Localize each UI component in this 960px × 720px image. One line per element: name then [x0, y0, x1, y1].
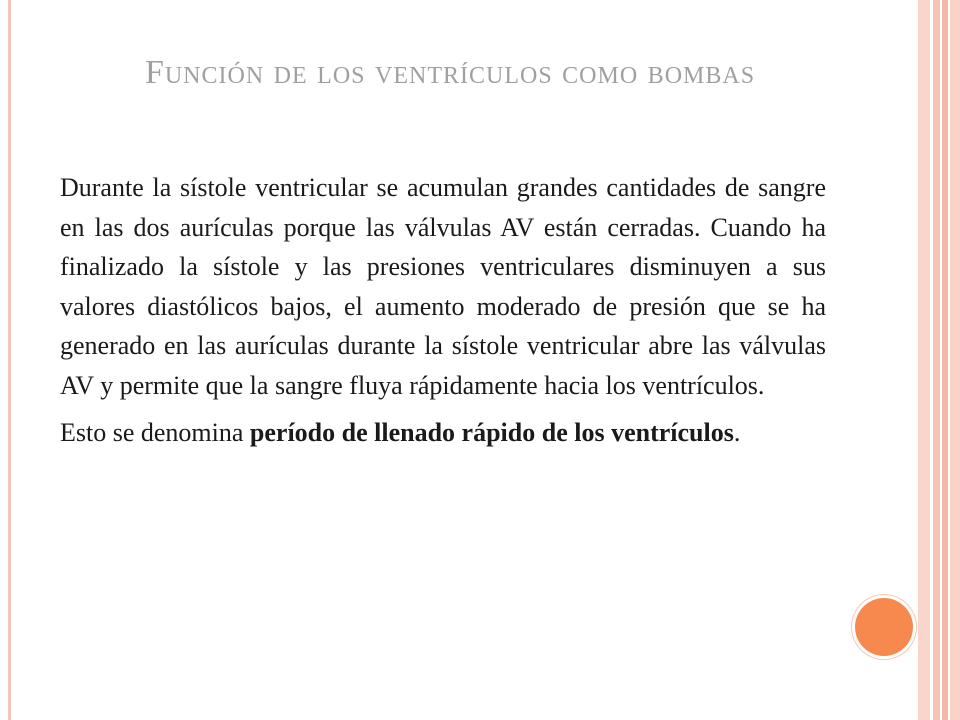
- right-decor-stripe: [933, 0, 940, 720]
- paragraph-2-suffix: .: [733, 418, 741, 447]
- decorative-orange-circle: [855, 598, 913, 656]
- paragraph-2-emphasis: período de llenado rápido de los ventrículos: [249, 418, 734, 447]
- slide-title: Función de los ventrículos como bombas: [144, 54, 756, 91]
- right-decor-stripe: [950, 0, 960, 720]
- body-paragraph-1: Durante la sístole ventricular se acumulan grandes cantidades de sangre en las dos aurículas porque las válvulas AV están cerradas. Cuando ha finalizado la sístole y las presiones ventriculares disminuyen a sus valores diastólicos bajos, el aumento moderado de presión que se ha generado en las aurículas durante la sístole ventricular abre las válvulas AV y permite que la sangre fluya rápidamente hacia los ventrículos.: [60, 173, 826, 400]
- left-border-line: [8, 0, 11, 720]
- slide-body: [60, 168, 826, 453]
- right-decor-stripe: [918, 0, 930, 720]
- body-paragraph-2: [60, 413, 826, 453]
- paragraph-2-prefix: Esto se denomina: [60, 418, 250, 447]
